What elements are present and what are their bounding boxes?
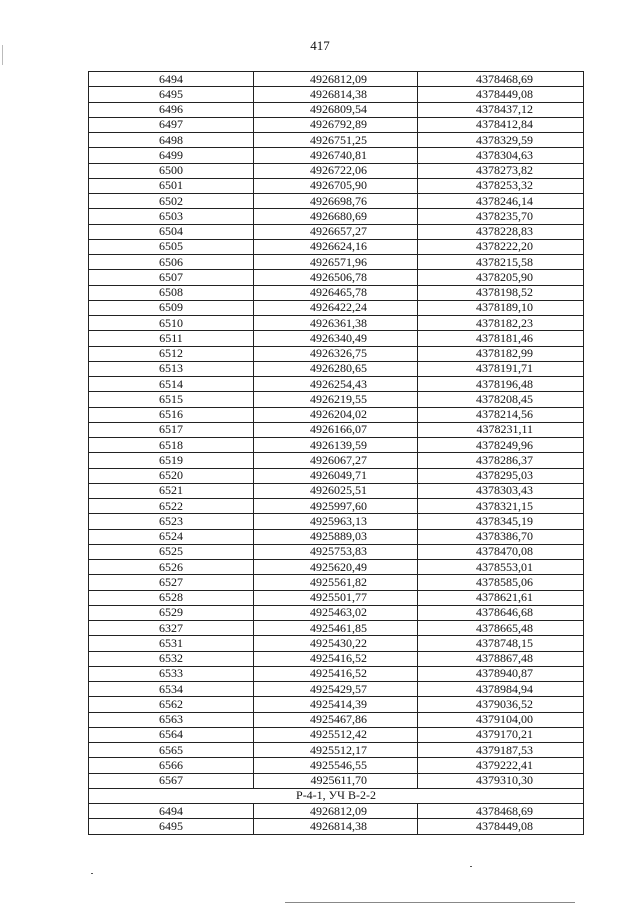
point-number-cell: 6531 <box>89 636 254 651</box>
table-row <box>89 300 584 315</box>
x-coordinate-cell: 4926025,51 <box>254 483 418 498</box>
table-row <box>89 529 584 544</box>
table-row <box>89 72 584 87</box>
y-coordinate-cell: 4378665,48 <box>418 621 584 636</box>
x-coordinate-cell: 4926280,65 <box>254 361 418 376</box>
y-coordinate-cell: 4378437,12 <box>418 102 584 117</box>
table-row <box>89 438 584 453</box>
table-row <box>89 758 584 773</box>
y-coordinate-cell: 4378253,32 <box>418 178 584 193</box>
point-number-cell: 6498 <box>89 133 254 148</box>
point-number-cell: 6525 <box>89 544 254 559</box>
x-coordinate-cell: 4926326,75 <box>254 346 418 361</box>
y-coordinate-cell: 4378449,08 <box>418 819 584 834</box>
x-coordinate-cell: 4925501,77 <box>254 590 418 605</box>
table-row <box>89 819 584 834</box>
point-number-cell: 6532 <box>89 651 254 666</box>
x-coordinate-cell: 4926740,81 <box>254 148 418 163</box>
point-number-cell: 6507 <box>89 270 254 285</box>
x-coordinate-cell: 4926571,96 <box>254 255 418 270</box>
y-coordinate-cell: 4378215,58 <box>418 255 584 270</box>
x-coordinate-cell: 4926812,09 <box>254 804 418 819</box>
table-row <box>89 285 584 300</box>
point-number-cell: 6520 <box>89 468 254 483</box>
table-row <box>89 361 584 376</box>
x-coordinate-cell: 4926422,24 <box>254 300 418 315</box>
y-coordinate-cell: 4378208,45 <box>418 392 584 407</box>
table-row <box>89 453 584 468</box>
x-coordinate-cell: 4926139,59 <box>254 438 418 453</box>
point-number-cell: 6494 <box>89 804 254 819</box>
x-coordinate-cell: 4926219,55 <box>254 392 418 407</box>
point-number-cell: 6512 <box>89 346 254 361</box>
point-number-cell: 6513 <box>89 361 254 376</box>
y-coordinate-cell: 4378303,43 <box>418 483 584 498</box>
scan-bottom-edge <box>285 902 575 903</box>
point-number-cell: 6509 <box>89 300 254 315</box>
y-coordinate-cell: 4378748,15 <box>418 636 584 651</box>
x-coordinate-cell: 4925512,42 <box>254 727 418 742</box>
y-coordinate-cell: 4378181,46 <box>418 331 584 346</box>
page-number: 417 <box>310 38 330 53</box>
y-coordinate-cell: 4378273,82 <box>418 163 584 178</box>
y-coordinate-cell: 4378182,99 <box>418 346 584 361</box>
x-coordinate-cell: 4926624,16 <box>254 239 418 254</box>
x-coordinate-cell: 4925430,22 <box>254 636 418 651</box>
y-coordinate-cell: 4378189,10 <box>418 300 584 315</box>
point-number-cell: 6502 <box>89 194 254 209</box>
y-coordinate-cell: 4378191,71 <box>418 361 584 376</box>
x-coordinate-cell: 4925461,85 <box>254 621 418 636</box>
point-number-cell: 6534 <box>89 682 254 697</box>
x-coordinate-cell: 4925429,57 <box>254 682 418 697</box>
x-coordinate-cell: 4926340,49 <box>254 331 418 346</box>
table-row <box>89 163 584 178</box>
table-row <box>89 712 584 727</box>
section-coordinates-rows <box>89 804 584 835</box>
section-header-row <box>89 788 584 803</box>
table-row <box>89 209 584 224</box>
table-row <box>89 270 584 285</box>
table-row <box>89 743 584 758</box>
x-coordinate-cell: 4925416,52 <box>254 666 418 681</box>
table-row <box>89 316 584 331</box>
y-coordinate-cell: 4378470,08 <box>418 544 584 559</box>
table-row <box>89 133 584 148</box>
y-coordinate-cell: 4378412,84 <box>418 117 584 132</box>
point-number-cell: 6495 <box>89 87 254 102</box>
x-coordinate-cell: 4926809,54 <box>254 102 418 117</box>
table-row <box>89 560 584 575</box>
y-coordinate-cell: 4379222,41 <box>418 758 584 773</box>
y-coordinate-cell: 4378249,96 <box>418 438 584 453</box>
point-number-cell: 6499 <box>89 148 254 163</box>
table-row <box>89 178 584 193</box>
point-number-cell: 6500 <box>89 163 254 178</box>
table-row <box>89 651 584 666</box>
table-row <box>89 392 584 407</box>
y-coordinate-cell: 4378386,70 <box>418 529 584 544</box>
x-coordinate-cell: 4926204,02 <box>254 407 418 422</box>
point-number-cell: 6505 <box>89 239 254 254</box>
x-coordinate-cell: 4925416,52 <box>254 651 418 666</box>
y-coordinate-cell: 4378286,37 <box>418 453 584 468</box>
y-coordinate-cell: 4378304,63 <box>418 148 584 163</box>
table-row <box>89 804 584 819</box>
point-number-cell: 6501 <box>89 178 254 193</box>
point-number-cell: 6495 <box>89 819 254 834</box>
y-coordinate-cell: 4378345,19 <box>418 514 584 529</box>
point-number-cell: 6522 <box>89 499 254 514</box>
coordinates-table-container <box>88 71 584 835</box>
table-row <box>89 331 584 346</box>
y-coordinate-cell: 4379187,53 <box>418 743 584 758</box>
table-row <box>89 636 584 651</box>
y-coordinate-cell: 4378621,61 <box>418 590 584 605</box>
x-coordinate-cell: 4926361,38 <box>254 316 418 331</box>
x-coordinate-cell: 4926722,06 <box>254 163 418 178</box>
table-row <box>89 422 584 437</box>
y-coordinate-cell: 4378222,20 <box>418 239 584 254</box>
x-coordinate-cell: 4925889,03 <box>254 529 418 544</box>
point-number-cell: 6497 <box>89 117 254 132</box>
point-number-cell: 6527 <box>89 575 254 590</box>
point-number-cell: 6564 <box>89 727 254 742</box>
x-coordinate-cell: 4925414,39 <box>254 697 418 712</box>
y-coordinate-cell: 4378468,69 <box>418 72 584 87</box>
x-coordinate-cell: 4925463,02 <box>254 605 418 620</box>
point-number-cell: 6514 <box>89 377 254 392</box>
y-coordinate-cell: 4378295,03 <box>418 468 584 483</box>
table-row <box>89 377 584 392</box>
point-number-cell: 6528 <box>89 590 254 605</box>
x-coordinate-cell: 4925753,83 <box>254 544 418 559</box>
x-coordinate-cell: 4925611,70 <box>254 773 418 788</box>
table-row <box>89 194 584 209</box>
x-coordinate-cell: 4925620,49 <box>254 560 418 575</box>
table-row <box>89 666 584 681</box>
table-row <box>89 773 584 788</box>
x-coordinate-cell: 4926049,71 <box>254 468 418 483</box>
x-coordinate-cell: 4926657,27 <box>254 224 418 239</box>
point-number-cell: 6518 <box>89 438 254 453</box>
table-row <box>89 407 584 422</box>
table-row <box>89 727 584 742</box>
table-row <box>89 117 584 132</box>
point-number-cell: 6566 <box>89 758 254 773</box>
y-coordinate-cell: 4378214,56 <box>418 407 584 422</box>
x-coordinate-cell: 4926698,76 <box>254 194 418 209</box>
y-coordinate-cell: 4378585,06 <box>418 575 584 590</box>
x-coordinate-cell: 4926067,27 <box>254 453 418 468</box>
x-coordinate-cell: 4925561,82 <box>254 575 418 590</box>
y-coordinate-cell: 4379036,52 <box>418 697 584 712</box>
point-number-cell: 6521 <box>89 483 254 498</box>
scan-speck <box>91 873 93 874</box>
x-coordinate-cell: 4926812,09 <box>254 72 418 87</box>
y-coordinate-cell: 4378205,90 <box>418 270 584 285</box>
section-label: Р-4-1, УЧ В-2-2 <box>89 788 584 803</box>
point-number-cell: 6533 <box>89 666 254 681</box>
point-number-cell: 6515 <box>89 392 254 407</box>
point-number-cell: 6565 <box>89 743 254 758</box>
x-coordinate-cell: 4926751,25 <box>254 133 418 148</box>
y-coordinate-cell: 4379310,30 <box>418 773 584 788</box>
point-number-cell: 6494 <box>89 72 254 87</box>
y-coordinate-cell: 4378246,14 <box>418 194 584 209</box>
point-number-cell: 6562 <box>89 697 254 712</box>
y-coordinate-cell: 4378231,11 <box>418 422 584 437</box>
x-coordinate-cell: 4926792,89 <box>254 117 418 132</box>
x-coordinate-cell: 4926705,90 <box>254 178 418 193</box>
point-number-cell: 6563 <box>89 712 254 727</box>
x-coordinate-cell: 4925512,17 <box>254 743 418 758</box>
x-coordinate-cell: 4926814,38 <box>254 819 418 834</box>
y-coordinate-cell: 4378321,15 <box>418 499 584 514</box>
y-coordinate-cell: 4378329,59 <box>418 133 584 148</box>
point-number-cell: 6519 <box>89 453 254 468</box>
y-coordinate-cell: 4378940,87 <box>418 666 584 681</box>
table-row <box>89 224 584 239</box>
point-number-cell: 6516 <box>89 407 254 422</box>
point-number-cell: 6517 <box>89 422 254 437</box>
y-coordinate-cell: 4379104,00 <box>418 712 584 727</box>
table-row <box>89 575 584 590</box>
table-row <box>89 346 584 361</box>
point-number-cell: 6524 <box>89 529 254 544</box>
point-number-cell: 6526 <box>89 560 254 575</box>
x-coordinate-cell: 4926680,69 <box>254 209 418 224</box>
point-number-cell: 6506 <box>89 255 254 270</box>
x-coordinate-cell: 4926166,07 <box>254 422 418 437</box>
x-coordinate-cell: 4926506,78 <box>254 270 418 285</box>
table-row <box>89 255 584 270</box>
table-row <box>89 468 584 483</box>
scan-speck <box>470 866 472 867</box>
x-coordinate-cell: 4925963,13 <box>254 514 418 529</box>
table-row <box>89 148 584 163</box>
table-row <box>89 483 584 498</box>
y-coordinate-cell: 4378449,08 <box>418 87 584 102</box>
section-header-group <box>89 788 584 803</box>
table-row <box>89 102 584 117</box>
point-number-cell: 6567 <box>89 773 254 788</box>
point-number-cell: 6503 <box>89 209 254 224</box>
table-row <box>89 590 584 605</box>
point-number-cell: 6508 <box>89 285 254 300</box>
point-number-cell: 6523 <box>89 514 254 529</box>
x-coordinate-cell: 4926465,78 <box>254 285 418 300</box>
y-coordinate-cell: 4378235,70 <box>418 209 584 224</box>
point-number-cell: 6327 <box>89 621 254 636</box>
y-coordinate-cell: 4379170,21 <box>418 727 584 742</box>
table-row <box>89 697 584 712</box>
y-coordinate-cell: 4378553,01 <box>418 560 584 575</box>
point-number-cell: 6496 <box>89 102 254 117</box>
point-number-cell: 6504 <box>89 224 254 239</box>
x-coordinate-cell: 4925997,60 <box>254 499 418 514</box>
x-coordinate-cell: 4926814,38 <box>254 87 418 102</box>
x-coordinate-cell: 4926254,43 <box>254 377 418 392</box>
coordinates-rows <box>89 72 584 789</box>
table-row <box>89 605 584 620</box>
y-coordinate-cell: 4378228,83 <box>418 224 584 239</box>
table-row <box>89 682 584 697</box>
table-row <box>89 544 584 559</box>
point-number-cell: 6529 <box>89 605 254 620</box>
point-number-cell: 6510 <box>89 316 254 331</box>
y-coordinate-cell: 4378196,48 <box>418 377 584 392</box>
y-coordinate-cell: 4378468,69 <box>418 804 584 819</box>
y-coordinate-cell: 4378182,23 <box>418 316 584 331</box>
y-coordinate-cell: 4378646,68 <box>418 605 584 620</box>
x-coordinate-cell: 4925546,55 <box>254 758 418 773</box>
x-coordinate-cell: 4925467,86 <box>254 712 418 727</box>
table-row <box>89 514 584 529</box>
y-coordinate-cell: 4378867,48 <box>418 651 584 666</box>
point-number-cell: 6511 <box>89 331 254 346</box>
y-coordinate-cell: 4378198,52 <box>418 285 584 300</box>
y-coordinate-cell: 4378984,94 <box>418 682 584 697</box>
table-row <box>89 621 584 636</box>
table-row <box>89 87 584 102</box>
table-row <box>89 239 584 254</box>
coordinates-table <box>88 71 584 835</box>
table-row <box>89 499 584 514</box>
